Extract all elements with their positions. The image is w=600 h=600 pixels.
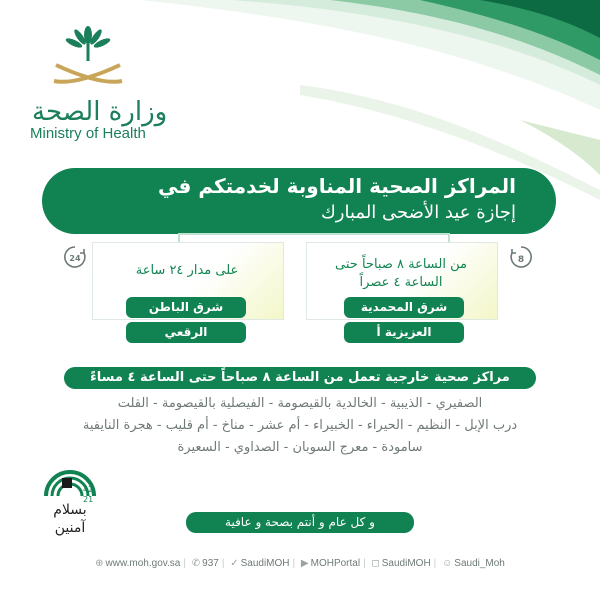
footer-contacts: ⊕ www.moh.gov.sa | ✆ 937 | ✓ SaudiMOH | ▶ MOHPortal | ◻ SaudiMOH | ☺ Saudi_Moh bbox=[95, 558, 505, 569]
logo-arabic-name: وزارة الصحة bbox=[32, 97, 168, 127]
eid-greeting: و كل عام و أنتم بصحة و عافية bbox=[186, 512, 414, 533]
moh-logo bbox=[30, 25, 180, 145]
youtube-icon: ▶ bbox=[300, 558, 309, 569]
globe-icon: ⊕ bbox=[95, 558, 104, 569]
clock-24-label: 24 bbox=[69, 254, 81, 263]
clock-8-icon bbox=[508, 244, 534, 270]
clock-8-label: 8 bbox=[517, 255, 525, 265]
logo-english-name: Ministry of Health bbox=[30, 125, 146, 142]
external-centers-line1: الصفيري - الذيبية - الخالدية بالقيصومة - الفيصلية بالقيصومة - القلت bbox=[117, 396, 483, 411]
twitter-icon: ✓ bbox=[230, 558, 239, 569]
main-banner bbox=[42, 168, 556, 234]
banner-title: المراكز الصحية المناوبة لخدمتكم في bbox=[158, 174, 516, 198]
day-shift-hours-line2: الساعة ٤ عصراً bbox=[359, 275, 443, 290]
external-centers-line3: سامودة - معرج السوبان - الصداوي - السعيرة bbox=[177, 440, 423, 455]
connector-line bbox=[178, 233, 450, 235]
instagram-icon: ◻ bbox=[371, 558, 380, 569]
palm-swords-emblem-icon bbox=[48, 25, 128, 95]
clock-24-icon bbox=[62, 244, 88, 270]
bslam-num-bottom: 21 bbox=[83, 495, 94, 504]
kaaba-arches-icon bbox=[40, 450, 100, 506]
bslam-word2: آمنين bbox=[54, 520, 86, 536]
external-centers-heading: مراكز صحية خارجية تعمل من الساعة ٨ صباحاً حتى الساعة ٤ مساءً bbox=[64, 367, 536, 389]
bslam-num-top: 42 bbox=[83, 485, 94, 494]
footer-website[interactable]: ⊕ www.moh.gov.sa bbox=[95, 558, 181, 569]
phone-icon: ✆ bbox=[191, 558, 201, 569]
external-centers-line2: درب الإبل - النظيم - الحيراء - الخبيراء - أم عشر - مناخ - أم قليب - هجرة النايفية bbox=[82, 418, 518, 433]
bslam-word1: بسلام bbox=[53, 502, 87, 518]
center-east-mohammadiya: شرق المحمدية bbox=[344, 297, 464, 318]
center-east-batin: شرق الباطن bbox=[126, 297, 246, 318]
footer-phone[interactable]: ✆ 937 bbox=[191, 558, 219, 569]
snapchat-icon: ☺ bbox=[442, 558, 453, 569]
footer-snapchat[interactable]: ☺ Saudi_Moh bbox=[442, 558, 505, 569]
footer-twitter[interactable]: ✓ SaudiMOH bbox=[230, 558, 290, 569]
footer-youtube[interactable]: ▶ MOHPortal bbox=[300, 558, 361, 569]
day-shift-hours-line1: من الساعة ٨ صباحاً حتى bbox=[335, 257, 467, 272]
footer-instagram[interactable]: ◻ SaudiMOH bbox=[371, 558, 431, 569]
full-day-hours: على مدار ٢٤ ساعة bbox=[135, 263, 239, 278]
center-aziziya-a: العزيزية أ bbox=[344, 322, 464, 343]
banner-subtitle: إجازة عيد الأضحى المبارك bbox=[320, 202, 516, 223]
center-ruqai: الرقعي bbox=[126, 322, 246, 343]
bslam-aminin-logo bbox=[40, 450, 100, 540]
